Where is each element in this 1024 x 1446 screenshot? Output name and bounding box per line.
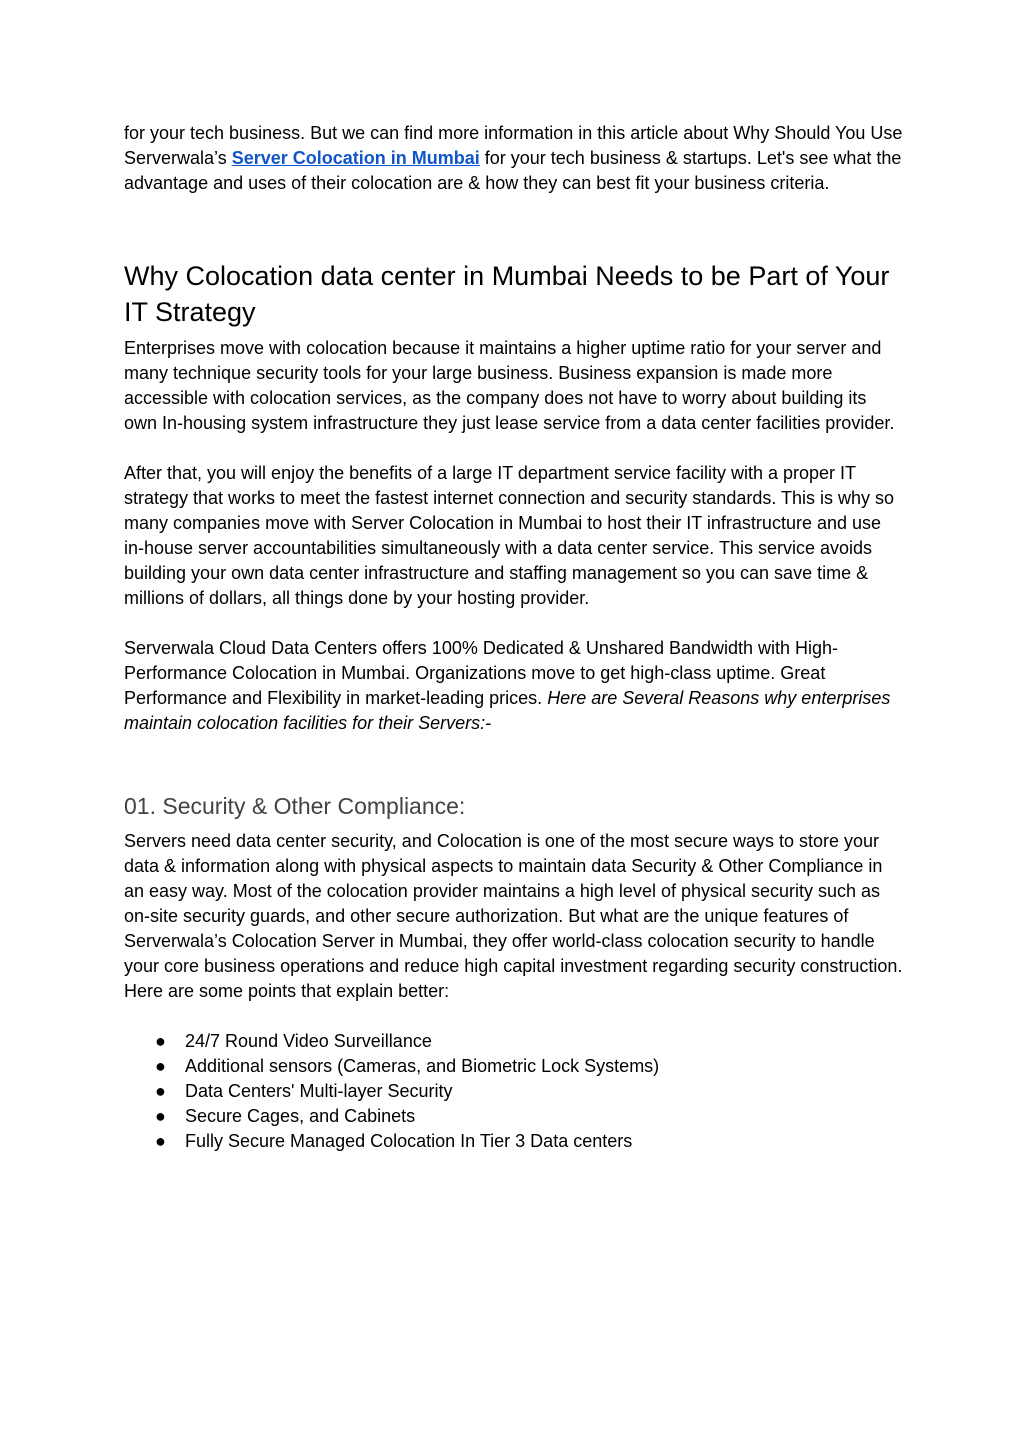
- section-heading-why-colocation: Why Colocation data center in Mumbai Needs to be Part of Your IT Strategy: [124, 261, 890, 327]
- bullet-icon: ●: [155, 1056, 166, 1076]
- list-item-text: Additional sensors (Cameras, and Biometric Lock Systems): [185, 1056, 660, 1076]
- list-item: [124, 1054, 904, 1079]
- list-item-text: Secure Cages, and Cabinets: [185, 1106, 416, 1126]
- intro-text-before: for your tech business. But we can find more information in this article about Why Should You Use Serverwala’s: [124, 123, 903, 168]
- list-item: [124, 1129, 904, 1154]
- bullet-icon: ●: [155, 1081, 166, 1101]
- list-item: [124, 1104, 904, 1129]
- paragraph-serverwala-offers: [124, 636, 904, 736]
- paragraph-enterprises: Enterprises move with colocation because it maintains a higher uptime ratio for your server and many technique security tools for your large business. Business expansion is made more accessible with colocation services, as the company does not have to worry about building its own In-housing system infrastructure they just lease service from a data center facilities provider.: [124, 338, 895, 433]
- paragraph-security: Servers need data center security, and Colocation is one of the most secure ways to store your data & information along with physical aspects to maintain data Security & Other Compliance in an easy way. Most of the colocation provider maintains a high level of physical security such as on-site security guards, and other secure authorization. But what are the unique features of Serverwala’s Colocation Server in Mumbai, they offer world-class colocation security to handle your core business operations and reduce high capital investment regarding security construction. Here are some points that explain better:: [124, 831, 903, 1001]
- intro-paragraph: [124, 121, 904, 196]
- intro-text-after: for your tech business & startups. Let's see what the advantage and uses of their colocation are & how they can best fit your business criteria.: [124, 148, 902, 193]
- list-item: [124, 1029, 904, 1054]
- bullet-icon: ●: [155, 1031, 166, 1051]
- bullet-icon: ●: [155, 1106, 166, 1126]
- paragraph-serverwala-text: Serverwala Cloud Data Centers offers 100% Dedicated & Unshared Bandwidth with High-Performance Colocation in Mumbai. Organizations move to get high-class uptime. Great Performance and Flexibility in market-leading prices.: [124, 638, 839, 708]
- security-features-list: [124, 1029, 904, 1154]
- subheading-security-compliance: 01. Security & Other Compliance:: [124, 793, 466, 819]
- list-item: [124, 1079, 904, 1104]
- list-item-text: Fully Secure Managed Colocation In Tier 3 Data centers: [185, 1131, 633, 1151]
- list-item-text: 24/7 Round Video Surveillance: [185, 1031, 432, 1051]
- paragraph-after-that: After that, you will enjoy the benefits of a large IT department service facility with a proper IT strategy that works to meet the fastest internet connection and security standards. This is why so many companies move with Server Colocation in Mumbai to host their IT infrastructure and use in-house server accountabilities simultaneously with a data center service. This service avoids building your own data center infrastructure and staffing management so you can save time & millions of dollars, all things done by your hosting provider.: [124, 463, 895, 608]
- bullet-icon: ●: [155, 1131, 166, 1151]
- paragraph-serverwala-italic: Here are Several Reasons why enterprises maintain colocation facilities for their Servers:-: [124, 688, 891, 733]
- document-page: [124, 121, 904, 1154]
- server-colocation-mumbai-link[interactable]: Server Colocation in Mumbai: [231, 148, 480, 168]
- list-item-text: Data Centers' Multi-layer Security: [185, 1081, 453, 1101]
